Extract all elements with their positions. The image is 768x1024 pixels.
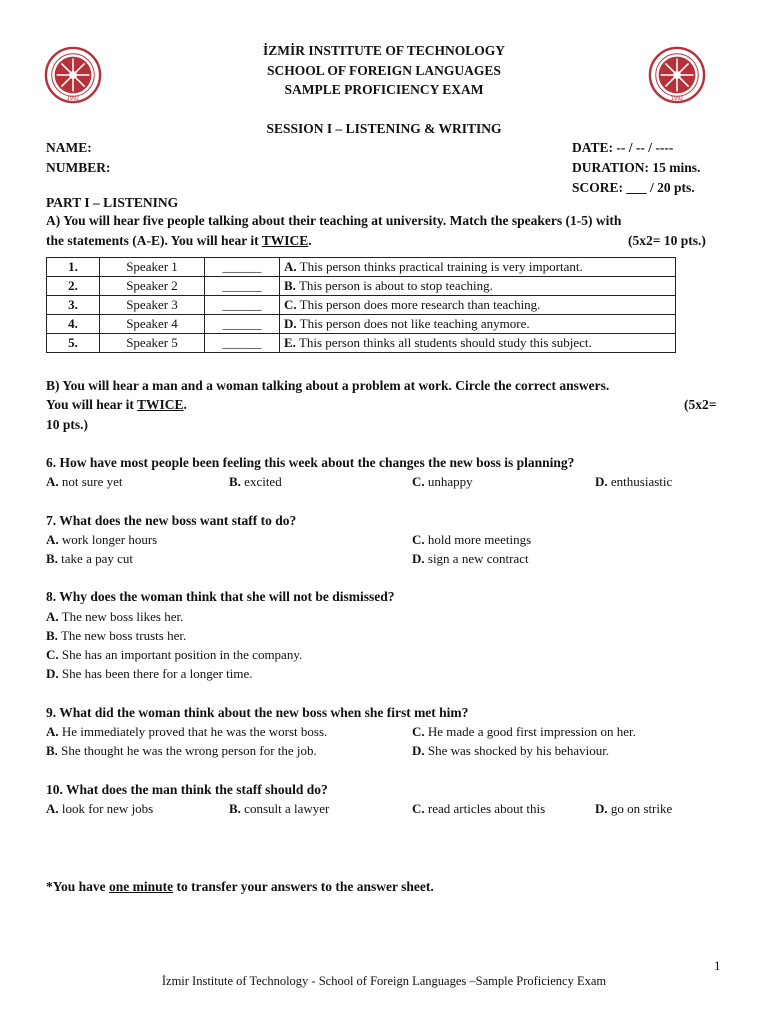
header-exam-title: SAMPLE PROFICIENCY EXAM [284,82,484,97]
header-institute: İZMİR INSTITUTE OF TECHNOLOGY [263,43,505,58]
match-row [47,258,676,277]
part1-b-instructions-line2: You will hear it TWICE. [46,397,187,412]
q10-option-b[interactable]: B. consult a lawyer [229,801,330,816]
question-6: 6. How have most people been feeling this week about the changes the new boss is planning? [46,455,575,470]
statement-letter: C. [284,297,297,312]
statement-text: This person thinks practical training is very important. [299,259,583,274]
answer-blank[interactable]: ______ [205,277,280,296]
speaker-label: Speaker 3 [100,296,205,315]
q6-option-d[interactable]: D. enthusiastic [595,474,673,489]
speaker-label: Speaker 4 [100,315,205,334]
statement-text: This person thinks all students should study this subject. [298,335,592,350]
seal-year-left: 1992 [66,97,80,103]
part1-a-instructions-line1: A) You will hear five people talking about their teaching at university. Match the speakers (1-5) with [46,213,622,228]
q6-option-c[interactable]: C. unhappy [412,474,473,489]
speaker-label: Speaker 1 [100,258,205,277]
q7-option-d[interactable]: D. sign a new contract [412,551,529,566]
q8-option-a[interactable]: A. The new boss likes her. [46,609,184,624]
q7-option-b[interactable]: B. take a pay cut [46,551,133,566]
answer-blank[interactable]: ______ [205,258,280,277]
statement-text: This person does not like teaching anymore. [299,316,530,331]
duration-label: DURATION: 15 mins. [572,160,701,175]
statement-letter: D. [284,316,297,331]
row-number: 5. [47,334,100,353]
question-9: 9. What did the woman think about the new boss when she first met him? [46,705,469,720]
transfer-note: *You have one minute to transfer your answers to the answer sheet. [46,879,434,894]
part1-a-points: (5x2= 10 pts.) [628,233,706,248]
question-8: 8. Why does the woman think that she will not be dismissed? [46,589,395,604]
row-number: 1. [47,258,100,277]
q8-option-b[interactable]: B. The new boss trusts her. [46,628,187,643]
date-label: DATE: -- / -- / ---- [572,140,674,155]
statement-letter: B. [284,278,296,293]
question-7: 7. What does the new boss want staff to do? [46,513,297,528]
answer-blank[interactable]: ______ [205,315,280,334]
name-label: NAME: [46,140,92,155]
statement-cell [280,334,676,353]
q9-option-b[interactable]: B. She thought he was the wrong person for the job. [46,743,317,758]
q9-option-c[interactable]: C. He made a good first impression on her. [412,724,636,739]
row-number: 2. [47,277,100,296]
question-10: 10. What does the man think the staff should do? [46,782,328,797]
answer-blank[interactable]: ______ [205,334,280,353]
q6-option-b[interactable]: B. excited [229,474,282,489]
part1-b-instructions-line1: B) You will hear a man and a woman talking about a problem at work. Circle the correct answers. [46,378,610,393]
answer-blank[interactable]: ______ [205,296,280,315]
header-school: SCHOOL OF FOREIGN LANGUAGES [267,63,501,78]
part1-title: PART I – LISTENING [46,195,179,210]
statement-cell [280,277,676,296]
row-number: 4. [47,315,100,334]
q6-option-a[interactable]: A. not sure yet [46,474,123,489]
q7-option-a[interactable]: A. work longer hours [46,532,158,547]
match-row [47,277,676,296]
q10-option-a[interactable]: A. look for new jobs [46,801,154,816]
part1-b-points-a: (5x2= [684,397,717,412]
q8-option-d[interactable]: D. She has been there for a longer time. [46,666,253,681]
match-row [47,334,676,353]
statement-letter: E. [284,335,296,350]
footer-text: İzmir Institute of Technology - School of Foreign Languages –Sample Proficiency Exam [161,974,607,988]
part1-b-points-b: 10 pts.) [46,417,89,432]
q9-option-d[interactable]: D. She was shocked by his behaviour. [412,743,610,758]
row-number: 3. [47,296,100,315]
q10-option-d[interactable]: D. go on strike [595,801,673,816]
score-label: SCORE: ___ / 20 pts. [572,180,695,195]
q7-option-c[interactable]: C. hold more meetings [412,532,532,547]
match-row [47,315,676,334]
statement-text: This person does more research than teaching. [299,297,541,312]
speaker-match-table [46,257,676,353]
q10-option-c[interactable]: C. read articles about this [412,801,546,816]
speaker-label: Speaker 5 [100,334,205,353]
session-title: SESSION I – LISTENING & WRITING [266,121,502,136]
match-row [47,296,676,315]
part1-a-instructions-line2: the statements (A-E). You will hear it TWICE. [46,233,312,248]
number-label: NUMBER: [46,160,111,175]
speaker-label: Speaker 2 [100,277,205,296]
statement-cell [280,296,676,315]
seal-year-right: 1992 [670,97,684,103]
page-number: 1 [714,958,721,973]
statement-text: This person is about to stop teaching. [298,278,493,293]
statement-letter: A. [284,259,297,274]
statement-cell [280,315,676,334]
q8-option-c[interactable]: C. She has an important position in the company. [46,647,303,662]
q9-option-a[interactable]: A. He immediately proved that he was the worst boss. [46,724,328,739]
statement-cell [280,258,676,277]
